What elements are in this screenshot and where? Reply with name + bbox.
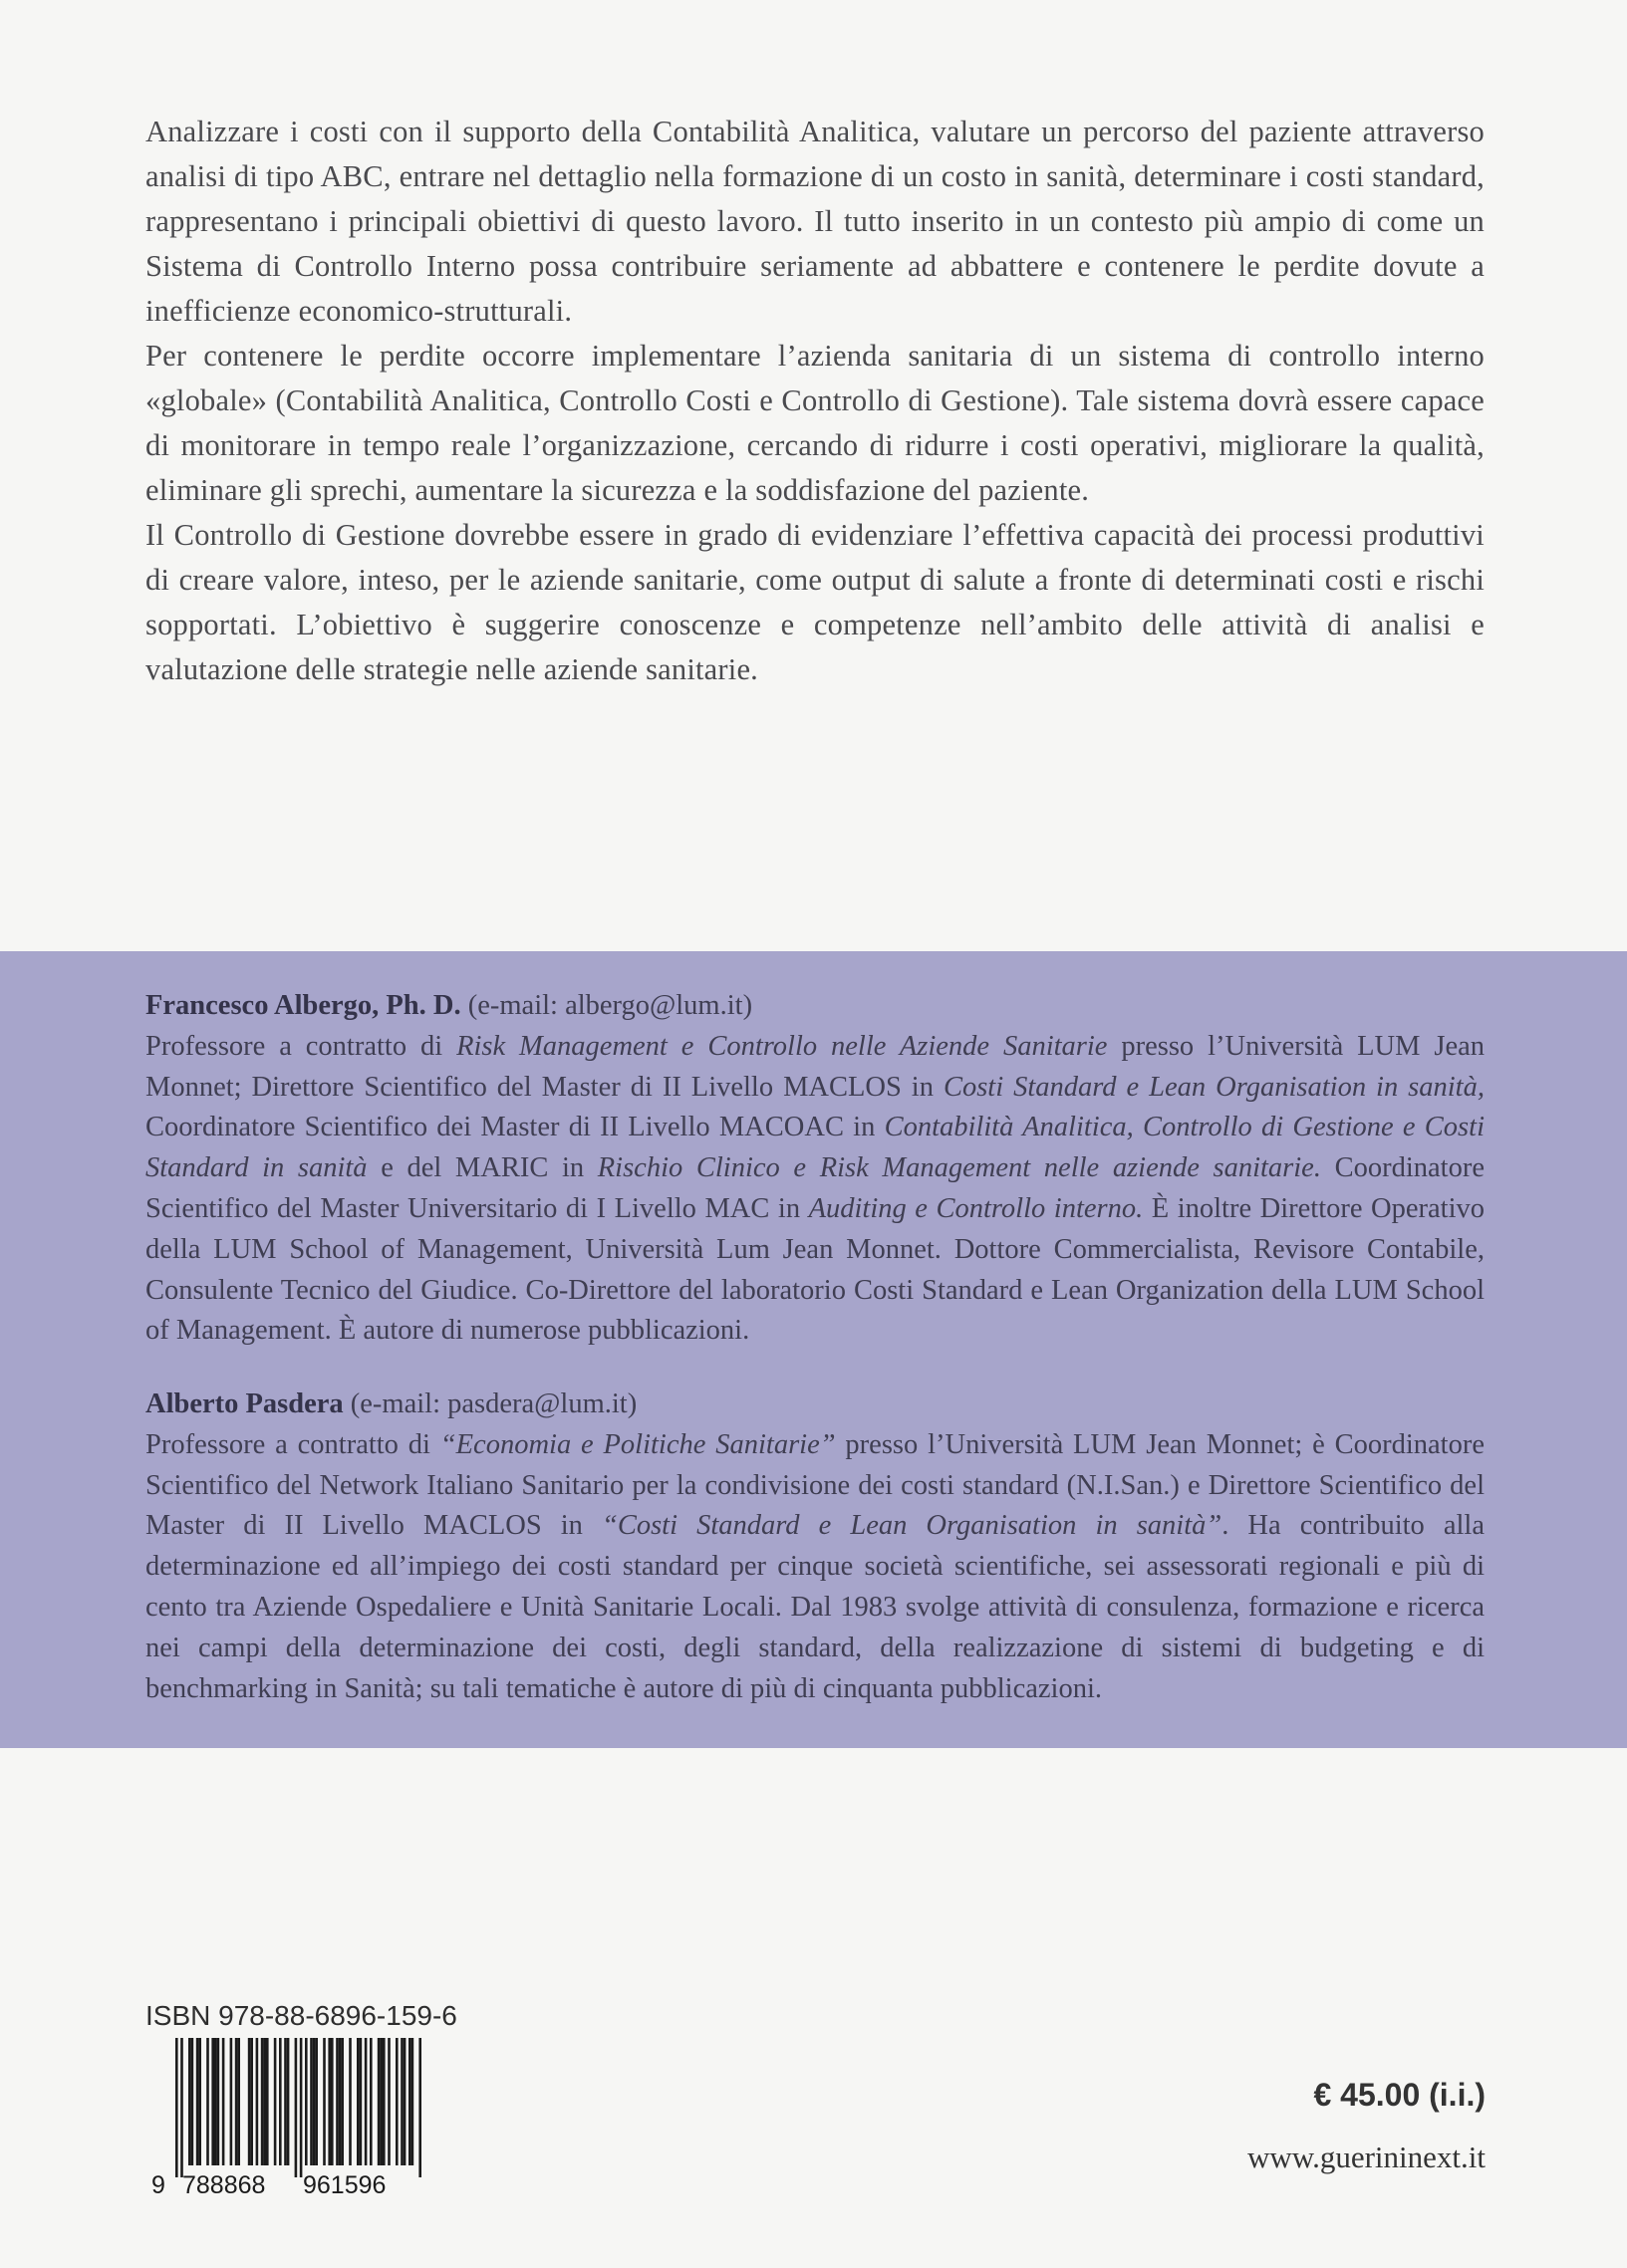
description-text	[145, 110, 1485, 692]
bio-text-segment: presso l’Università LUM Jean Monnet; è Coordinatore Scientifico del Network Italiano Sanitario per la condivisione dei costi standard (N.I.San.) e Direttore Scientifico del Master di II Livello MACLOS in	[145, 1428, 1485, 1542]
barcode-bar	[396, 2038, 399, 2165]
barcode-bar	[305, 2038, 308, 2165]
bio-text-segment: Coordinatore Scientifico del Master Universitario di I Livello MAC in	[145, 1152, 1485, 1224]
author-bio-text	[145, 1027, 1485, 1352]
barcode-bar	[211, 2038, 214, 2165]
author-email: (e-mail: pasdera@lum.it)	[350, 1388, 638, 1419]
barcode-bar	[279, 2038, 282, 2165]
barcode-bar	[196, 2038, 199, 2165]
description-paragraph-1: Analizzare i costi con il supporto della Contabilità Analitica, valutare un percorso del paziente attraverso analisi di tipo ABC, entrare nel dettaglio nella formazione di un costo in sanità, determinare i costi standard, rappresentano i principali obiettivi di questo lavoro. Il tutto inserito in un contesto più ampio di come un Sistema di Controllo Interno possa contribuire seriamente ad abbattere e contenere le perdite dovute a inefficienze economico-strutturali.	[145, 115, 1485, 328]
barcode-digits-left: 788868	[182, 2171, 266, 2197]
author-header	[145, 986, 1485, 1027]
isbn-label: ISBN 978-88-6896-159-6	[145, 2000, 457, 2031]
barcode-bar	[323, 2038, 326, 2165]
barcode-bar	[180, 2038, 183, 2177]
barcode-bar	[250, 2038, 253, 2165]
barcode-bar	[261, 2038, 264, 2165]
barcode-bar	[237, 2038, 240, 2165]
barcode-bar	[365, 2038, 368, 2165]
barcode-bar	[256, 2038, 259, 2165]
barcode-bar	[284, 2038, 287, 2165]
description-paragraph-2: Per contenere le perdite occorre implementare l’azienda sanitaria di un sistema di controllo interno «globale» (Contabilità Analitica, Controllo Costi e Controllo di Gestione). Tale sistema dovrà essere capace di monitorare in tempo reale l’organizzazione, cercando di ridurre i costi operativi, migliorare la qualità, eliminare gli sprechi, aumentare la sicurezza e la soddisfazione del paziente.	[145, 339, 1485, 507]
barcode-bar	[295, 2038, 298, 2177]
author-header	[145, 1385, 1485, 1425]
price-label: € 45.00 (i.i.)	[1313, 2077, 1486, 2113]
italic-title: Costi Standard e Lean Organisation in sanità,	[943, 1071, 1485, 1103]
description-paragraph-3: Il Controllo di Gestione dovrebbe essere in grado di evidenziare l’effettiva capacità dei processi produttivi di creare valore, inteso, per le aziende sanitarie, come output di salute a fronte di determinati costi e rischi sopportati. L’obiettivo è suggerire conoscenze e competenze nell’ambito delle attività di analisi e valutazione delle strategie nelle aziende sanitarie.	[145, 518, 1485, 686]
barcode-bar	[336, 2038, 339, 2165]
author-bio-pasdera	[145, 1385, 1485, 1709]
barcode-bar	[383, 2038, 386, 2165]
barcode-bar	[222, 2038, 225, 2165]
bio-text-segment: Professore a contratto di	[145, 1428, 440, 1460]
barcode-bar	[370, 2038, 373, 2165]
barcode-bar	[357, 2038, 360, 2165]
author-bio-albergo	[145, 986, 1485, 1352]
barcode-digits-right: 961596	[303, 2171, 387, 2197]
barcode-bar	[313, 2038, 316, 2165]
barcode-bar	[418, 2038, 421, 2177]
barcode-bar	[341, 2038, 344, 2165]
barcode-bar	[198, 2038, 201, 2165]
barcode-bar	[380, 2038, 383, 2165]
barcode-bar	[310, 2038, 313, 2165]
bio-text-segment: Professore a contratto di	[145, 1030, 457, 1062]
bio-text-segment: e del MARIC in	[367, 1152, 598, 1184]
barcode-bar	[188, 2038, 191, 2165]
barcode-bar	[339, 2038, 342, 2165]
barcode-bar	[349, 2038, 352, 2165]
barcode-bar	[300, 2038, 303, 2177]
barcode-bar	[191, 2038, 194, 2165]
barcode-bar	[274, 2038, 277, 2165]
author-email: (e-mail: albergo@lum.it)	[467, 990, 753, 1021]
barcode-bar	[378, 2038, 381, 2165]
publisher-website: www.guerininext.it	[1246, 2140, 1486, 2174]
italic-title: “Costi Standard e Lean Organisation in sanità”	[601, 1510, 1222, 1542]
barcode-bar	[206, 2038, 209, 2165]
barcode-bar	[401, 2038, 404, 2165]
author-name: Alberto Pasdera	[145, 1388, 344, 1419]
barcode-bar	[175, 2038, 178, 2177]
author-bio-text	[145, 1425, 1485, 1710]
italic-title: “Economia e Politiche Sanitarie”	[439, 1428, 836, 1460]
barcode-bar	[230, 2038, 233, 2165]
barcode-digit-first: 9	[151, 2171, 165, 2197]
italic-title: Contabilità Analitica, Controllo di Gestione e Costi Standard in sanità	[145, 1112, 1485, 1184]
barcode-bar	[266, 2038, 269, 2165]
barcode-bar	[235, 2038, 238, 2165]
barcode-bar	[217, 2038, 220, 2165]
barcode-bar	[404, 2038, 407, 2165]
author-name: Francesco Albergo, Ph. D.	[145, 990, 461, 1021]
barcode-bar	[248, 2038, 251, 2165]
bio-text-segment: Coordinatore Scientifico dei Master di II Livello MACOAC in	[145, 1112, 885, 1143]
italic-title: Auditing e Controllo interno.	[808, 1192, 1144, 1224]
italic-title: Rischio Clinico e Risk Management nelle aziende sanitarie.	[597, 1152, 1321, 1184]
barcode-bar	[360, 2038, 363, 2165]
barcode-bar	[263, 2038, 266, 2165]
barcode-bar	[315, 2038, 318, 2165]
isbn-barcode	[145, 2038, 428, 2197]
barcode-bar	[411, 2038, 414, 2165]
barcode-bar	[331, 2038, 334, 2165]
barcode-bar	[408, 2038, 411, 2165]
bio-text-segment: È inoltre Direttore Operativo della LUM School of Management, Università Lum Jean Monnet. Dottore Commercialista, Revisore Contabile, Consulente Tecnico del Giudice. Co-Direttore del laboratorio Costi Standard e Lean Organization della LUM School of Management. È autore di numerose pubblicazioni.	[145, 1192, 1485, 1347]
barcode-bar	[287, 2038, 290, 2165]
italic-title: Risk Management e Controllo nelle Aziende Sanitarie	[456, 1030, 1108, 1062]
bio-text-segment: . Ha contribuito alla determinazione ed all’impiego dei costi standard per cinque società scientifiche, sei assessorati regionali e più di cento tra Aziende Ospedaliere e Unità Sanitarie Locali. Dal 1983 svolge attività di consulenza, formazione e ricerca nei campi della determinazione dei costi, degli standard, della realizzazione di sistemi di budgeting e di benchmarking in Sanità; su tali tematiche è autore di più di cinquanta pubblicazioni.	[145, 1510, 1485, 1704]
barcode-bar	[328, 2038, 331, 2165]
barcode-bar	[388, 2038, 391, 2165]
bio-text-segment: presso l’Università LUM Jean Monnet; Direttore Scientifico del Master di II Livello MACLOS in	[145, 1030, 1486, 1103]
barcode-bar	[214, 2038, 217, 2165]
